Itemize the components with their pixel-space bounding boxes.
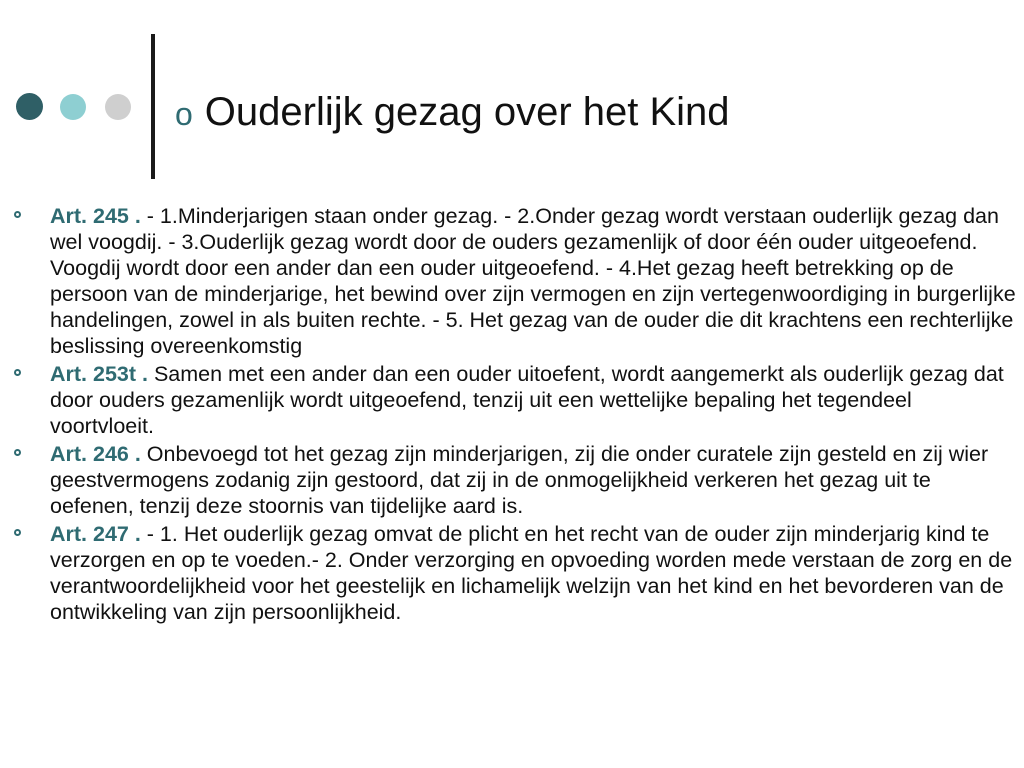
bullet-icon xyxy=(14,211,21,218)
article-label: Art. 247 . xyxy=(50,522,141,546)
title-text: Ouderlijk gezag over het Kind xyxy=(204,90,730,134)
gray-dot-icon xyxy=(105,94,131,120)
article-item xyxy=(8,521,1018,625)
article-item xyxy=(8,361,1018,439)
article-label: Art. 246 . xyxy=(50,442,141,466)
article-text: Onbevoegd tot het gezag zijn minderjarigen, zij die onder curatele zijn gesteld en zij wier geestvermogens zodanig zijn gestoord, dat zij in de onmogelijkheid verkeren het gezag uit te oefenen, tenzij deze stoornis van tijdelijke aard is. xyxy=(50,442,989,518)
article-text: Samen met een ander dan een ouder uitoefent, wordt aangemerkt als ouderlijk gezag dat door ouders gezamenlijk wordt uitgeoefend, tenzij uit een wettelijke bepaling het tegendeel voortvloeit. xyxy=(50,362,1004,438)
bullet-icon xyxy=(14,449,21,456)
decorative-dots xyxy=(16,93,136,121)
article-text: - 1.Minderjarigen staan onder gezag. - 2.Onder gezag wordt verstaan ouderlijk gezag dan wel voogdij. - 3.Ouderlijk gezag wordt door de ouders gezamenlijk of door één ouder uitgeoefend. Voogdij wordt door een ander dan een ouder uitgeoefend. - 4.Het gezag heeft betrekking op de persoon van de minderjarige, het bewind over zijn vermogen en zijn vertegenwoordiging in burgerlijke handelingen, zowel in als buiten rechte. - 5. Het gezag van de ouder die dit krachtens een rechterlijke beslissing overeenkomstig xyxy=(50,204,1016,358)
bullet-icon xyxy=(14,369,21,376)
teal-dot-icon xyxy=(60,94,86,120)
title-bullet: o xyxy=(175,96,193,132)
article-item xyxy=(8,203,1018,359)
article-item xyxy=(8,441,1018,519)
article-list xyxy=(8,203,1018,627)
article-label: Art. 245 . xyxy=(50,204,141,228)
bullet-icon xyxy=(14,529,21,536)
article-text: - 1. Het ouderlijk gezag omvat de plicht en het recht van de ouder zijn minderjarig kind te verzorgen en op te voeden.- 2. Onder verzorging en opvoeding worden mede verstaan de zorg en de verantwoordelijkheid voor het geestelijk en lichamelijk welzijn van het kind en het bevorderen van de ontwikkeling van zijn persoonlijkheid. xyxy=(50,522,1013,624)
title-divider xyxy=(151,34,155,179)
article-label: Art. 253t . xyxy=(50,362,148,386)
slide-title xyxy=(175,88,730,138)
dark-dot-icon xyxy=(16,93,43,120)
